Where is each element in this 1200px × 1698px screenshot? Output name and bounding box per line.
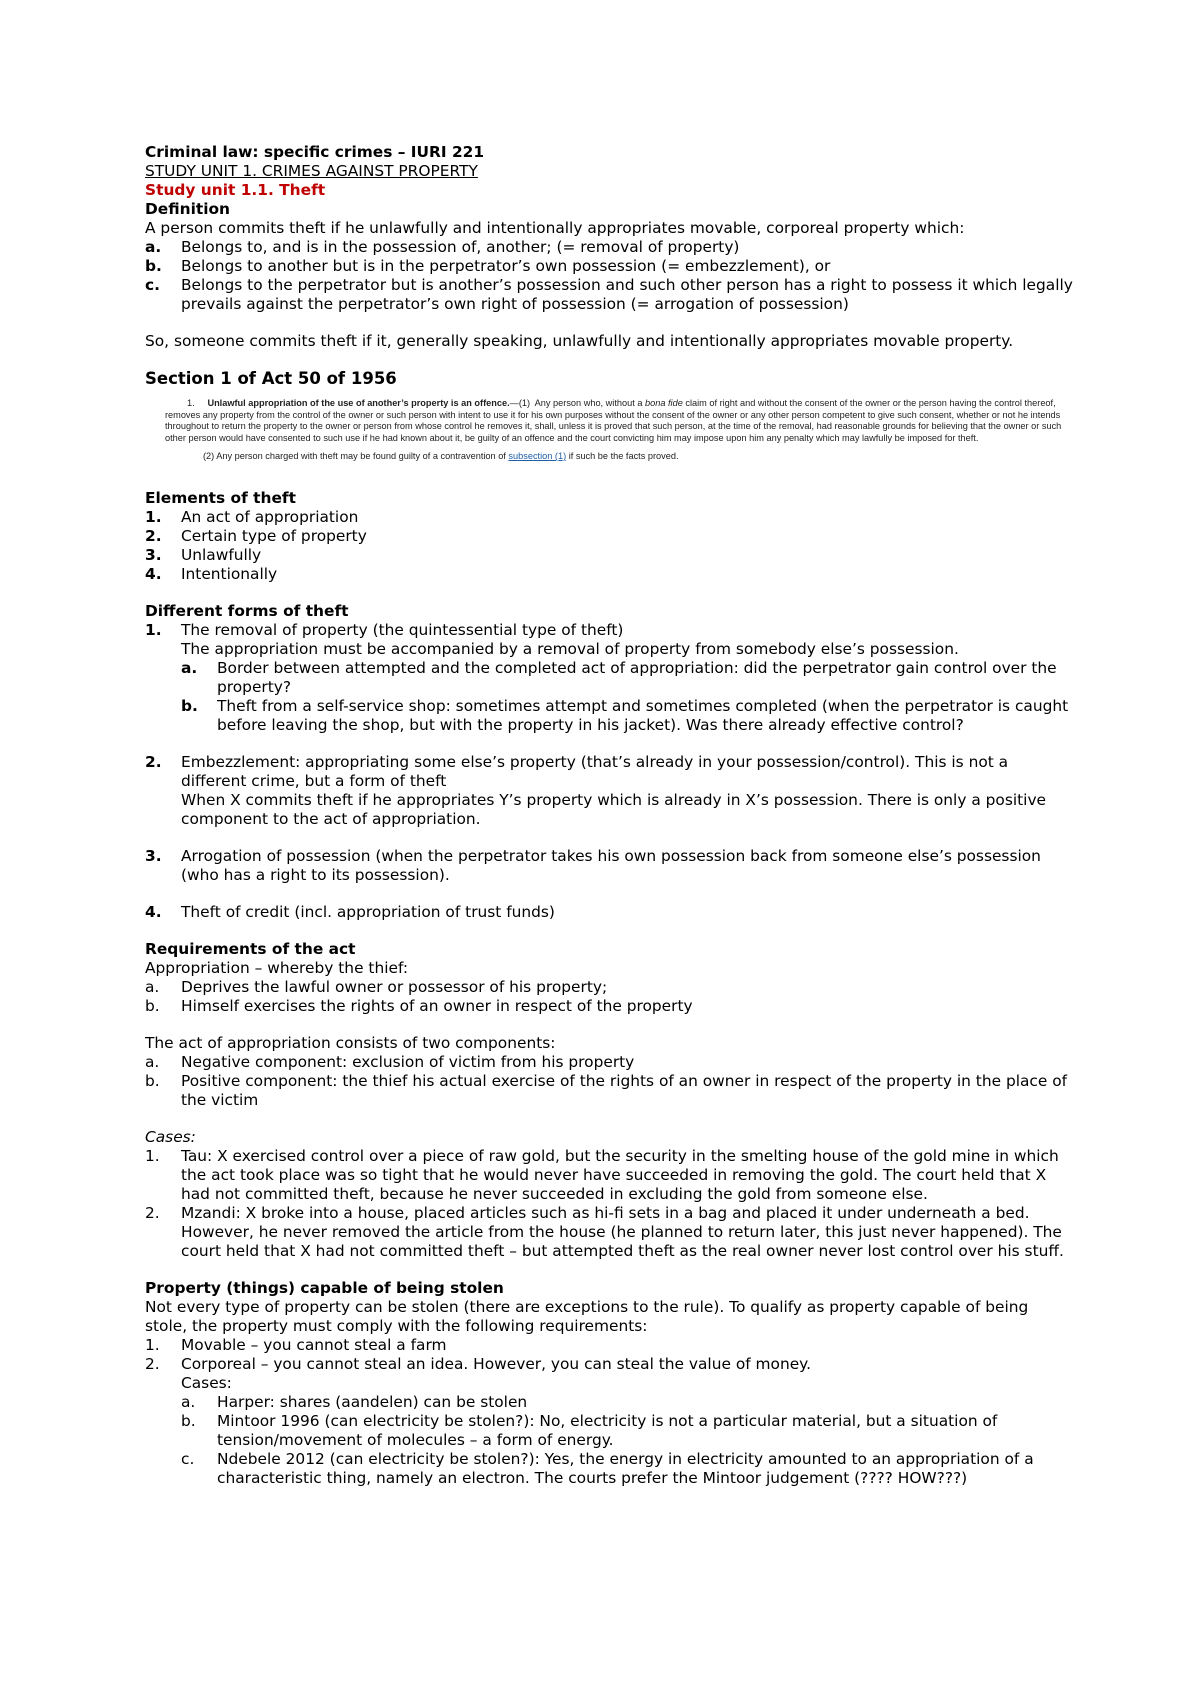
- list-text: Theft from a self-service shop: sometimes attempt and sometimes completed (when the perpetrator is caught before leaving the shop, but with the property in his jacket). Was there already effective control?: [217, 696, 1069, 734]
- case-item: [145, 1147, 1075, 1204]
- forms-item: [145, 847, 1075, 885]
- list-text: The removal of property (the quintessential type of theft): [181, 620, 624, 639]
- list-marker: 2.: [145, 752, 162, 771]
- list-text: Corporeal – you cannot steal an idea. However, you can steal the value of money.: [181, 1354, 811, 1373]
- forms-item: [145, 621, 1075, 735]
- list-text: Negative component: exclusion of victim from his property: [181, 1052, 635, 1071]
- definition-summary: So, someone commits theft if it, generally speaking, unlawfully and intentionally appropriates movable property.: [145, 332, 1014, 350]
- statute-paragraph-2: [165, 451, 1075, 463]
- list-marker: a.: [145, 977, 160, 996]
- list-marker: 2.: [145, 526, 162, 545]
- list-marker: a.: [145, 238, 162, 256]
- elements-heading: Elements of theft: [145, 488, 296, 507]
- list-marker: b.: [145, 1071, 160, 1090]
- cases-label: Cases:: [181, 1373, 232, 1392]
- requirements-heading: Requirements of the act: [145, 939, 356, 958]
- list-text: Mzandi: X broke into a house, placed articles such as hi-fi sets in a bag and placed it under underneath a bed. However, he never removed the article from the house (he planned to return later, this just never happened). The court held that X had not committed theft – but attempted theft as the real owner never lost control over his stuff.: [181, 1203, 1064, 1260]
- requirements-item: [145, 978, 1075, 997]
- list-text: Positive component: the thief his actual exercise of the rights of an owner in respect of the property in the place of the victim: [181, 1071, 1068, 1109]
- property-item: [145, 1355, 1075, 1488]
- statute-paragraph-1: [165, 398, 1075, 444]
- list-marker: 1.: [145, 1335, 160, 1354]
- list-marker: 4.: [145, 902, 162, 921]
- list-marker: 4.: [145, 564, 162, 583]
- act-heading: Section 1 of Act 50 of 1956: [145, 369, 397, 388]
- statute-number: 1.: [187, 398, 195, 408]
- subsection-link[interactable]: subsection (1): [508, 451, 567, 461]
- list-text: Border between attempted and the completed act of appropriation: did the perpetrator gain control over the property?: [217, 658, 1057, 696]
- requirements-intro: Appropriation – whereby the thief:: [145, 958, 409, 977]
- case-item: [181, 1412, 1075, 1450]
- elements-item: [145, 527, 1075, 546]
- list-marker: 1.: [145, 620, 162, 639]
- definition-intro: A person commits theft if he unlawfully and intentionally appropriates movable, corporeal property which:: [145, 219, 965, 237]
- list-marker: a.: [181, 658, 198, 677]
- statute-text: claim of right and without the consent of the owner or the person having the control thereof, removes any property from the control of the owner or such person with intent to use it for his own purposes without the consent of the owner or any other person competent to give such consent, whether or not he intends throughout to return the property to the owner or person from whose control he removes it, shall, unless it is proved that such person, at the time of the removal, had reasonable grounds for believing that the owner or such other person would have consented to such use if he had known about it, be guilty of an offence and the court convicting him may impose upon him any penalty which may lawfully be imposed for theft.: [165, 398, 1062, 443]
- list-marker: 3.: [145, 545, 162, 564]
- sub-item: [181, 697, 1075, 735]
- elements-item: [145, 546, 1075, 565]
- list-text: Mintoor 1996 (can electricity be stolen?): No, electricity is not a particular material, but a situation of tension/movement of molecules – a form of energy.: [217, 1411, 998, 1449]
- list-text: Deprives the lawful owner or possessor of his property;: [181, 977, 608, 996]
- list-subtext: The appropriation must be accompanied by a removal of property from somebody else’s possession.: [181, 639, 959, 658]
- list-text: Theft of credit (incl. appropriation of trust funds): [181, 902, 555, 921]
- elements-item: [145, 508, 1075, 527]
- list-text: Embezzlement: appropriating some else’s property (that’s already in your possession/control). This is not a different crime, but a form of theft: [181, 752, 1009, 790]
- list-marker: 1.: [145, 507, 162, 526]
- list-text: An act of appropriation: [181, 507, 359, 526]
- list-text: Movable – you cannot steal a farm: [181, 1335, 447, 1354]
- list-marker: a.: [181, 1392, 196, 1411]
- forms-item: [145, 903, 1075, 922]
- list-marker: b.: [145, 257, 162, 275]
- list-text: Unlawfully: [181, 545, 262, 564]
- statute-p2-pre: (2) Any person charged with theft may be found guilty of a contravention of: [203, 451, 506, 461]
- elements-item: [145, 565, 1075, 584]
- statute-p2-post: if such be the facts proved.: [568, 451, 679, 461]
- list-text: Arrogation of possession (when the perpetrator takes his own possession back from someone else’s possession (who has a right to its possession).: [181, 846, 1041, 884]
- property-heading: Property (things) capable of being stolen: [145, 1278, 504, 1297]
- list-text: Himself exercises the rights of an owner in respect of the property: [181, 996, 693, 1015]
- list-marker: c.: [145, 276, 160, 294]
- list-text: Ndebele 2012 (can electricity be stolen?): Yes, the energy in electricity amounted to an appropriation of a characteristic thing, namely an electron. The courts prefer the Mintoor judgement (???? HOW???): [217, 1449, 1034, 1487]
- requirements-item: [145, 997, 1075, 1016]
- statute-heading: Unlawful appropriation of the use of another’s property is an offence.: [207, 398, 510, 408]
- list-subtext: When X commits theft if he appropriates Y’s property which is already in X’s possession. There is only a positive component to the act of appropriation.: [181, 790, 1047, 828]
- study-unit-heading: STUDY UNIT 1. CRIMES AGAINST PROPERTY: [145, 162, 478, 180]
- case-item: [145, 1204, 1075, 1261]
- property-item: [145, 1336, 1075, 1355]
- sub-item: [181, 659, 1075, 697]
- list-marker: a.: [145, 1052, 160, 1071]
- case-item: [181, 1393, 1075, 1412]
- forms-item: [145, 753, 1075, 829]
- statute-subsection: —(1): [509, 398, 531, 408]
- document-page: [145, 143, 1075, 1488]
- component-item: [145, 1072, 1075, 1110]
- statute-excerpt: [145, 398, 1075, 463]
- subunit-heading: Study unit 1.1. Theft: [145, 181, 326, 199]
- cases-label: Cases:: [145, 1127, 196, 1146]
- definition-item: [145, 276, 1075, 314]
- list-text: Belongs to, and is in the possession of, another; (= removal of property): [181, 238, 740, 256]
- document-title: Criminal law: specific crimes – IURI 221: [145, 143, 485, 161]
- list-marker: c.: [181, 1449, 195, 1468]
- list-text: Tau: X exercised control over a piece of raw gold, but the security in the smelting house of the gold mine in which the act took place was so tight that he would never have succeeded in removing the gold. The court held that X had not committed theft, because he never succeeded in excluding the gold from someone else.: [181, 1146, 1059, 1203]
- definition-item: [145, 257, 1075, 276]
- list-marker: b.: [145, 996, 160, 1015]
- list-marker: 2.: [145, 1354, 160, 1373]
- statute-text-pre: Any person who, without a: [534, 398, 643, 408]
- list-marker: 2.: [145, 1203, 160, 1222]
- statute-italic: bona fide: [645, 398, 683, 408]
- definition-item: [145, 238, 1075, 257]
- definition-heading: Definition: [145, 200, 231, 218]
- list-text: Harper: shares (aandelen) can be stolen: [217, 1392, 528, 1411]
- list-marker: b.: [181, 1411, 196, 1430]
- list-text: Belongs to the perpetrator but is another’s possession and such other person has a right to possess it which legally prevails against the perpetrator’s own right of possession (= arrogation of possession): [181, 276, 1073, 313]
- list-text: Intentionally: [181, 564, 278, 583]
- component-item: [145, 1053, 1075, 1072]
- forms-heading: Different forms of theft: [145, 601, 349, 620]
- case-item: [181, 1450, 1075, 1488]
- components-intro: The act of appropriation consists of two components:: [145, 1033, 556, 1052]
- list-marker: 3.: [145, 846, 162, 865]
- list-marker: 1.: [145, 1146, 160, 1165]
- list-text: Belongs to another but is in the perpetrator’s own possession (= embezzlement), or: [181, 257, 831, 275]
- property-intro: Not every type of property can be stolen (there are exceptions to the rule). To qualify as property capable of being stole, the property must comply with the following requirements:: [145, 1297, 1029, 1335]
- list-text: Certain type of property: [181, 526, 367, 545]
- list-marker: b.: [181, 696, 198, 715]
